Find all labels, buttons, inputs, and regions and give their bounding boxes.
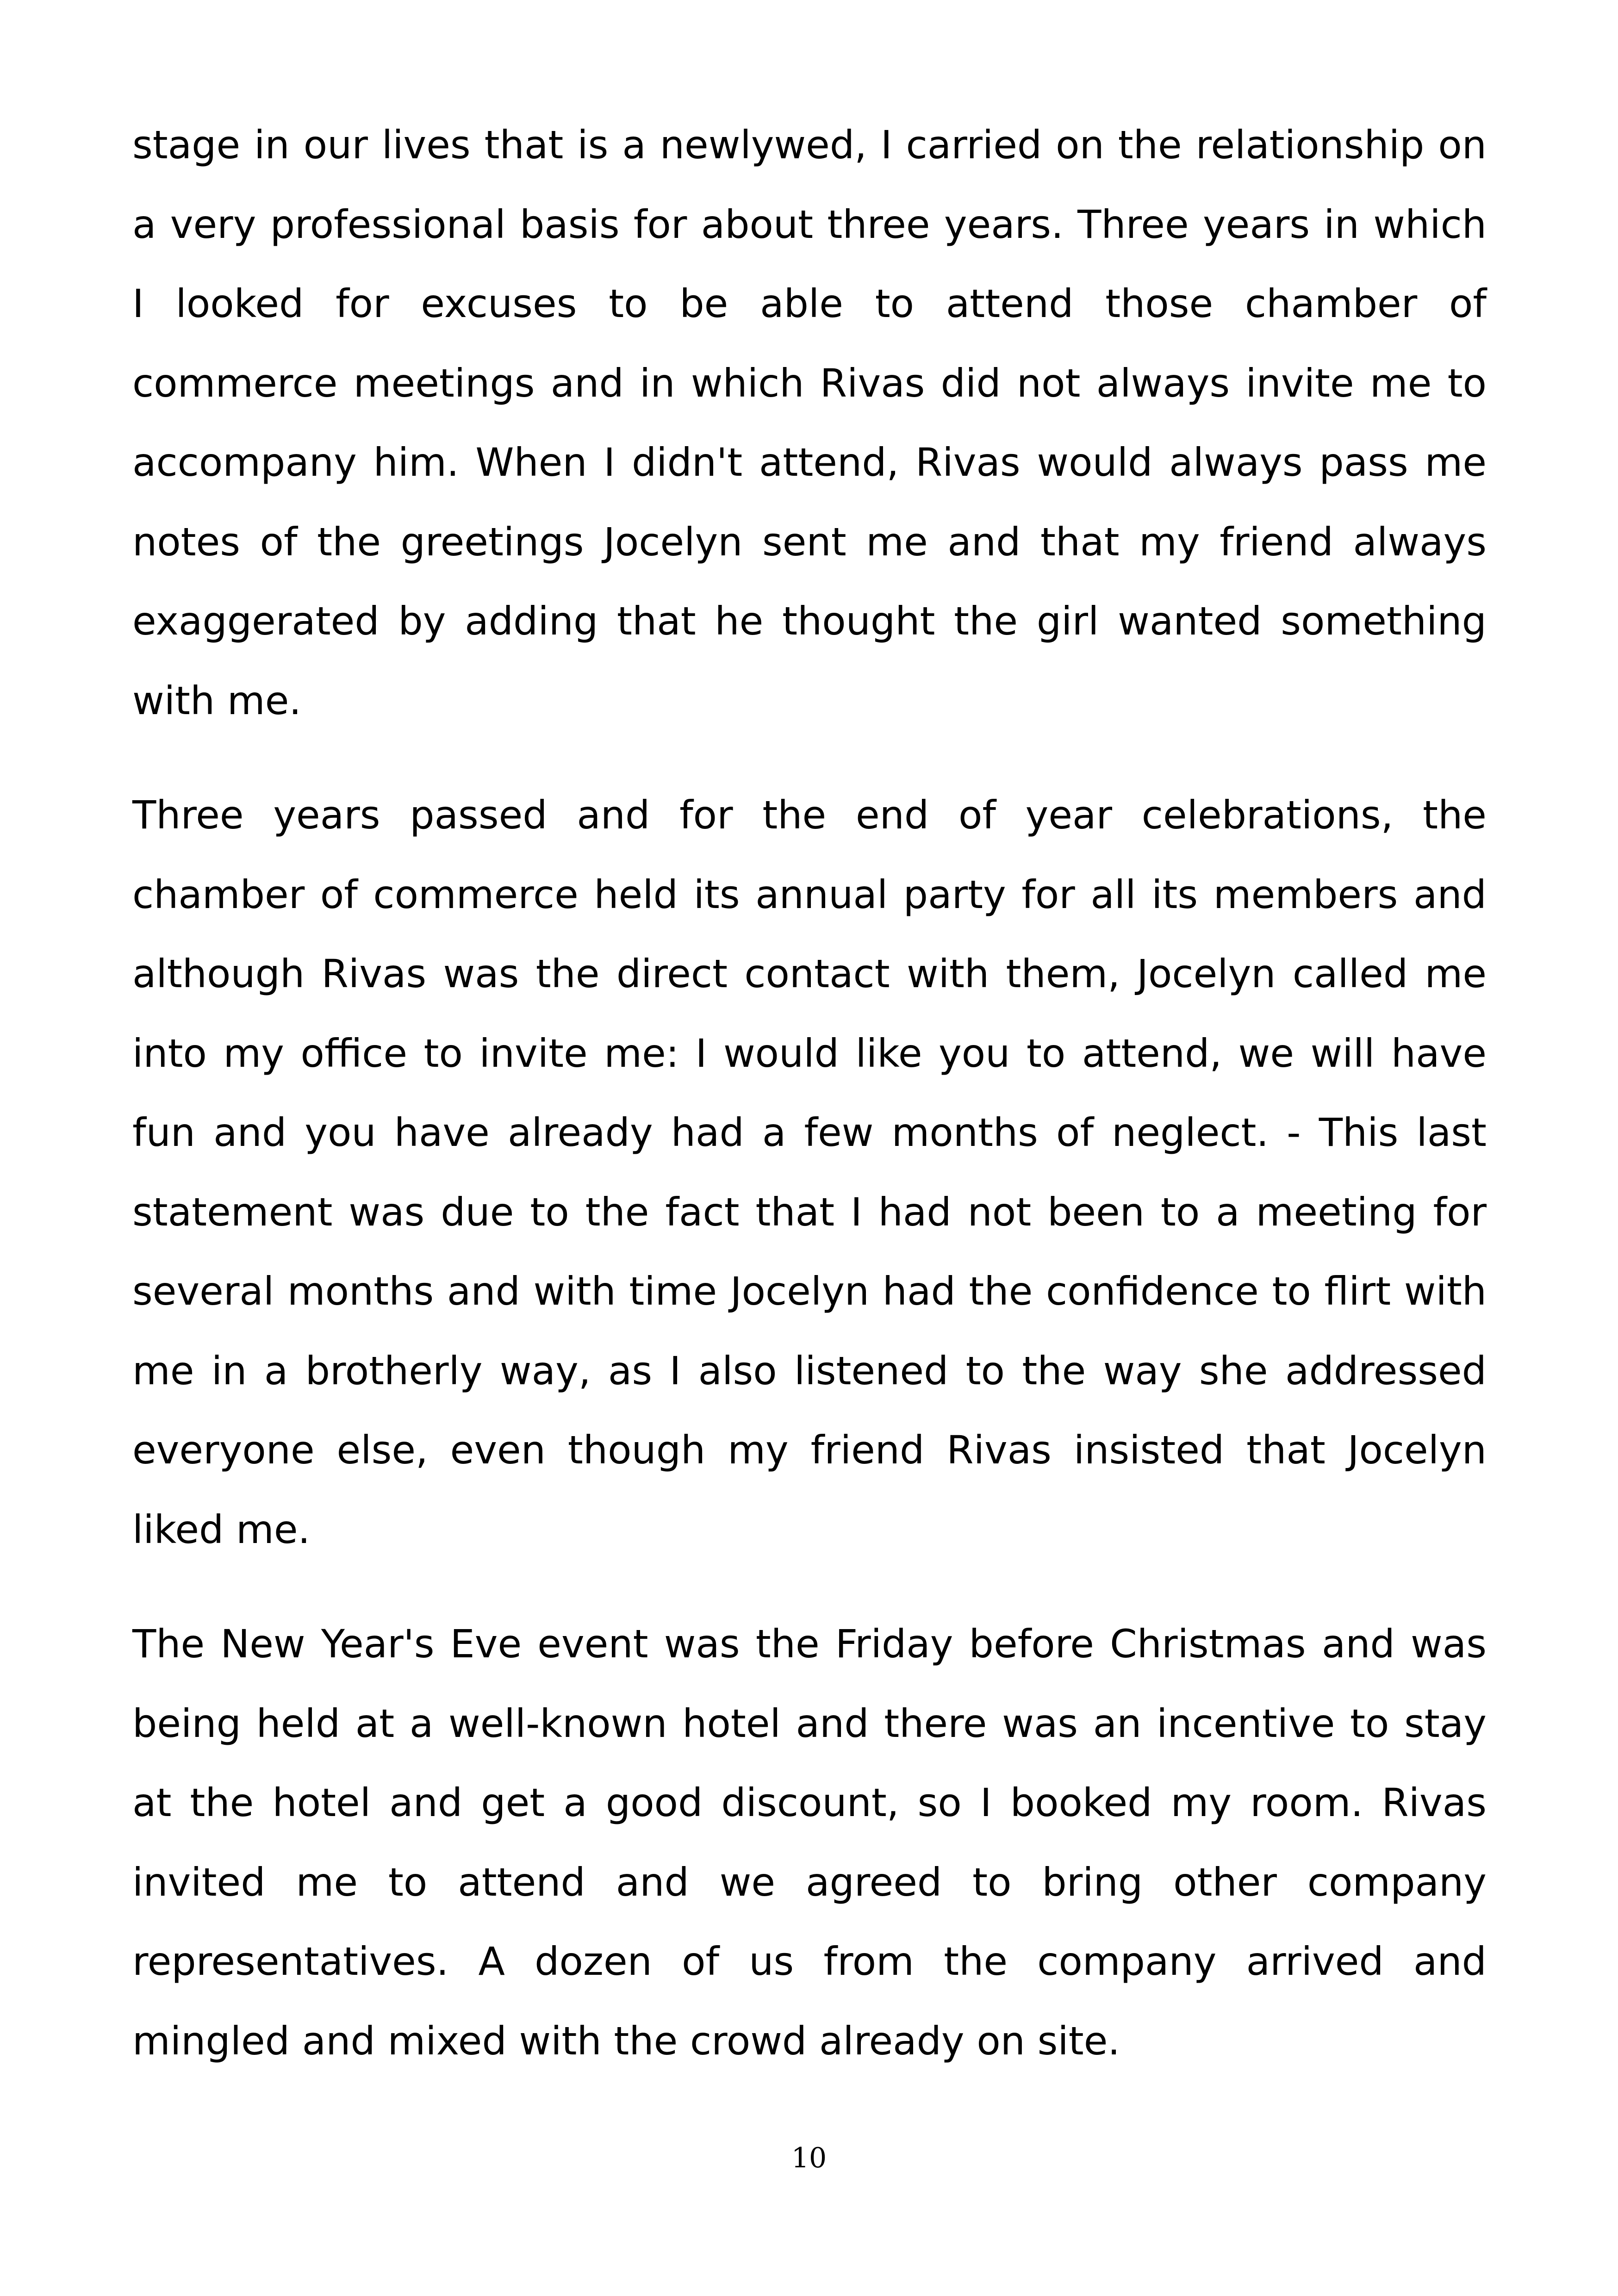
page-number: 10 — [791, 2142, 827, 2174]
paragraph-2: Three years passed and for the end of year celebrations, the chamber of commerce held its annual party for all its members and although Rivas was the direct contact with them, Jocelyn called me into my office to invite me: I would like you to attend, we will have fun and you have already had a few months of neglect. - This last statement was due to the fact that I had not been to a meeting for several months and with time Jocelyn had the confidence to flirt with me in a brotherly way, as I also listened to the way she addressed everyone else, even though my friend Rivas insisted that Jocelyn liked me. — [132, 792, 1487, 1552]
paragraph-1: stage in our lives that is a newlywed, I carried on the relationship on a very professional basis for about three years. Three years in which I looked for excuses to be able to attend those chamber of commerce meetings and in which Rivas did not always invite me to accompany him. When I didn't attend, Rivas would always pass me notes of the greetings Jocelyn sent me and that my friend always exaggerated by adding that he thought the girl wanted something with me. — [132, 122, 1487, 723]
body-text — [132, 106, 1487, 2081]
paragraph-3: The New Year's Eve event was the Friday before Christmas and was being held at a well-known hotel and there was an incentive to stay at the hotel and get a good discount, so I booked my room. Rivas invited me to attend and we agreed to bring other company representatives. A dozen of us from the company arrived and mingled and mixed with the crowd already on site. — [132, 1621, 1487, 2064]
